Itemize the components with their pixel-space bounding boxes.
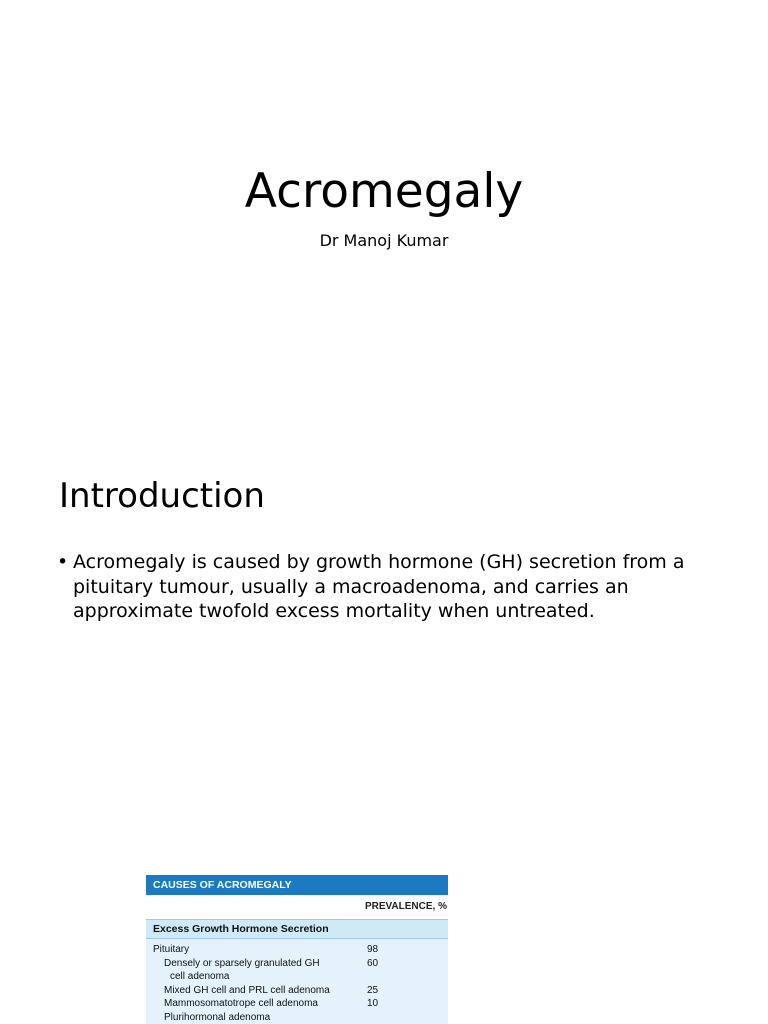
- table-row: [146, 970, 448, 984]
- bullet-item: [57, 550, 697, 624]
- table-row: [146, 997, 448, 1011]
- table-body: [146, 939, 448, 1024]
- table-row: [146, 943, 448, 957]
- bullet-list: [57, 550, 697, 624]
- row-label: Pituitary: [153, 944, 190, 955]
- slide-title: Acromegaly: [244, 164, 524, 219]
- table-row: [146, 1011, 448, 1024]
- row-label: Mixed GH cell and PRL cell adenoma: [164, 984, 330, 996]
- table-title: CAUSES OF ACROMEGALY: [146, 875, 448, 895]
- bullet-text: Acromegaly is caused by growth hormone (GH) secretion from a pituitary tumour, usually a macroadenoma, and carries an approximate twofold excess mortality when untreated.: [73, 551, 685, 622]
- causes-table-figure: [146, 875, 448, 1024]
- section-heading: Introduction: [59, 476, 265, 516]
- bullet-dot-icon: •: [57, 551, 69, 573]
- row-label: cell adenoma: [170, 971, 230, 982]
- table-section-heading: Excess Growth Hormone Secretion: [146, 919, 448, 939]
- row-value: 25: [367, 984, 379, 996]
- table-row: [146, 984, 448, 998]
- table-column-header: PREVALENCE, %: [364, 901, 447, 912]
- slide-subtitle: Dr Manoj Kumar: [319, 231, 449, 250]
- row-value: 60: [367, 957, 379, 969]
- row-value: 98: [367, 944, 379, 955]
- table-row: [146, 957, 448, 971]
- row-label: Plurihormonal adenoma: [164, 1011, 271, 1023]
- table-column-header-row: [146, 895, 448, 919]
- row-label: Densely or sparsely granulated GH: [164, 957, 320, 969]
- row-label: Mammosomatotrope cell adenoma: [164, 998, 318, 1009]
- row-value: 10: [367, 998, 379, 1009]
